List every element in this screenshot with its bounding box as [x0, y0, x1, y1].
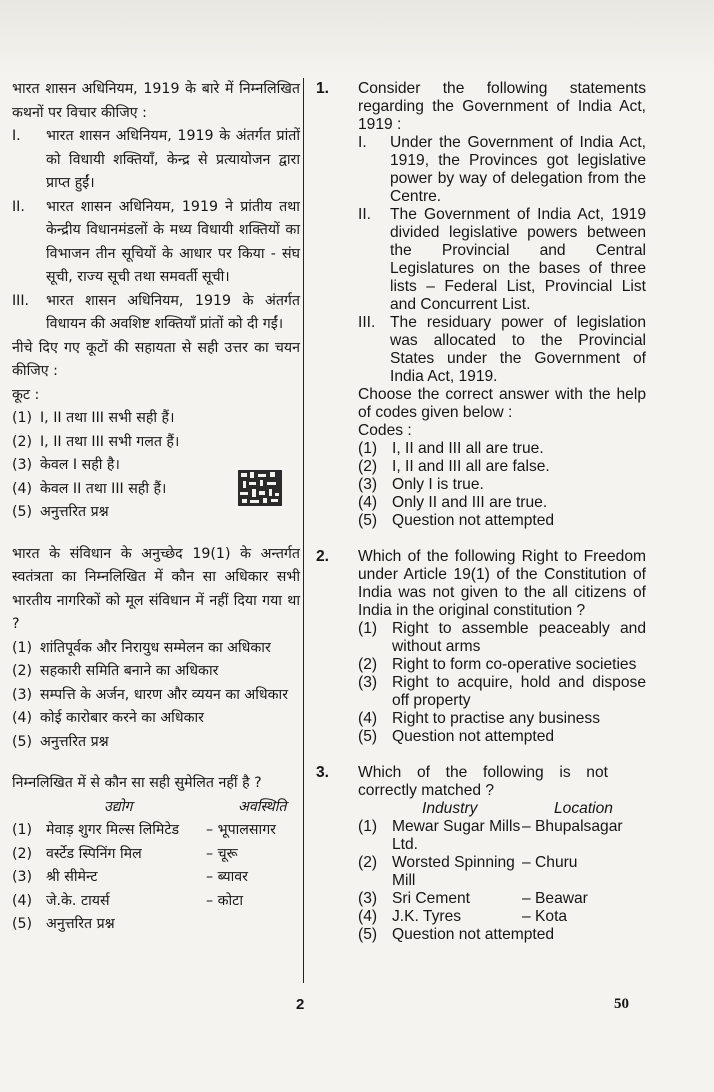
- statement: [12, 290, 300, 337]
- statement-text: Under the Government of India Act, 1919, the Provinces got legislative power by way of delegation from the Centre.: [390, 134, 646, 205]
- statement-text: The Government of India Act, 1919 divided legislative powers between the Provincial and Central Legislatures on the bases of three lists – Federal List, Provincial List and Concurrent List.: [390, 206, 646, 313]
- location-name: – चूरू: [206, 845, 238, 862]
- answer-option[interactable]: [358, 494, 646, 512]
- industry-name: मेवाड़ शुगर मिल्स लिमिटेड: [46, 822, 180, 838]
- question-stem: Which of the following is not correctly matched ?: [358, 764, 608, 799]
- column-divider: [303, 78, 304, 983]
- industry-name: जे.के. टायर्स: [46, 892, 110, 909]
- answer-option[interactable]: [358, 890, 646, 908]
- industry-name: Sri Cement: [392, 890, 470, 907]
- english-question-1: [316, 80, 646, 530]
- answer-option[interactable]: [12, 913, 300, 937]
- question-number: 2.: [316, 548, 330, 565]
- statement: [12, 125, 300, 196]
- statement-number: I.: [358, 134, 367, 151]
- statement-text: भारत शासन अधिनियम, 1919 के अंतर्गत विधायन की अवशिष्ट शक्तियाँ प्रांतों को दी गईं।: [46, 292, 300, 332]
- english-column: [316, 80, 646, 944]
- option-number: (3): [358, 890, 378, 907]
- industry-name: Worsted Spinning Mill: [392, 854, 515, 889]
- question-stem: निम्नलिखित में से कौन सा सही सुमेलित नहीं है ?: [12, 775, 262, 791]
- option-number: (1): [358, 620, 378, 637]
- statement-number: III.: [12, 292, 30, 309]
- qr-code-image: [238, 470, 282, 506]
- option-text: Right to practise any business: [392, 710, 601, 727]
- english-question-2: [316, 548, 646, 746]
- location-header: Location: [554, 800, 613, 817]
- page-number: 2: [296, 996, 305, 1013]
- answer-option[interactable]: [12, 684, 300, 708]
- location-name: – भूपालसागर: [206, 822, 276, 838]
- option-text: कोई कारोबार करने का अधिकार: [40, 710, 204, 726]
- question-number: 3.: [316, 764, 330, 781]
- location-name: – कोटा: [206, 892, 243, 909]
- statement: [358, 206, 646, 314]
- question-stem: भारत के संविधान के अनुच्छेद 19(1) के अन्तर्गत स्वतंत्रता का निम्नलिखित में कौन सा अधिकार सभी भारतीय नागरिकों को मूल संविधान में नहीं दिया गया था ?: [12, 545, 300, 632]
- page-top-bleed: [0, 0, 714, 75]
- option-number: (1): [12, 410, 33, 426]
- english-question-3: [316, 764, 646, 944]
- option-number: (5): [358, 728, 378, 745]
- option-text: Right to assemble peaceably and without arms: [392, 620, 646, 655]
- option-text: I, II तथा III सभी गलत हैं।: [40, 433, 180, 450]
- option-number: (5): [12, 504, 33, 520]
- option-number: (2): [12, 845, 33, 862]
- option-number: (2): [12, 663, 33, 679]
- option-number: (2): [12, 433, 33, 450]
- option-number: (4): [12, 480, 33, 497]
- option-text: Right to form co-operative societies: [392, 656, 637, 673]
- question-stem: भारत शासन अधिनियम, 1919 के बारे में निम्नलिखित कथनों पर विचार कीजिए :: [12, 81, 300, 121]
- location-name: – Beawar: [522, 890, 588, 907]
- question-stem: Consider the following statements regarding the Government of India Act, 1919 :: [358, 80, 646, 133]
- statement-number: II.: [12, 198, 25, 215]
- answer-option[interactable]: [12, 890, 300, 914]
- codes-label: कूट :: [12, 386, 40, 403]
- answer-option[interactable]: [358, 620, 646, 656]
- codes-label: Codes :: [358, 422, 412, 439]
- industry-header: Industry: [422, 800, 478, 817]
- answer-option[interactable]: [358, 926, 646, 944]
- option-number: (4): [12, 710, 33, 726]
- option-number: (3): [12, 869, 33, 885]
- statement-text: The residuary power of legislation was allocated to the Provincial States under the Government of India Act, 1919.: [390, 314, 646, 385]
- answer-option[interactable]: [358, 674, 646, 710]
- statement-text: भारत शासन अधिनियम, 1919 के अंतर्गत प्रांतों को विधायी शक्तियाँ, केन्द्र से प्रत्यायोजन द्वारा प्राप्त हुईं।: [46, 128, 300, 191]
- answer-option[interactable]: [12, 407, 300, 431]
- option-text: Question not attempted: [392, 728, 555, 745]
- option-number: (1): [12, 822, 33, 838]
- option-text: शांतिपूर्वक और निरायुध सम्मेलन का अधिकार: [40, 639, 271, 656]
- option-text: Only I is true.: [392, 476, 484, 493]
- option-text: I, II तथा III सभी सही हैं।: [40, 410, 175, 426]
- location-name: – Bhupalsagar: [522, 818, 623, 835]
- location-header: अवस्थिति: [238, 798, 287, 815]
- answer-option[interactable]: [358, 440, 646, 458]
- option-number: (4): [358, 494, 378, 511]
- option-text: अनुत्तरित प्रश्न: [40, 504, 109, 520]
- option-number: (2): [358, 656, 378, 673]
- option-number: (4): [358, 908, 378, 925]
- option-text: Question not attempted: [392, 512, 555, 529]
- option-text: I, II and III all are true.: [392, 440, 544, 457]
- industry-name: Mewar Sugar Mills Ltd.: [392, 818, 521, 853]
- statement-text: भारत शासन अधिनियम, 1919 ने प्रांतीय तथा केन्द्रीय विधानमंडलों के मध्य विधायी शक्तियों का विभाजन तीन सूचियों के आधार पर किया - संघ सूची, राज्य सूची तथा समवर्ती सूची।: [46, 198, 300, 285]
- option-text: केवल I सही है।: [40, 457, 120, 473]
- option-text: I, II and III all are false.: [392, 458, 550, 475]
- statement: [358, 314, 646, 386]
- industry-name: वर्स्टेड स्पिनिंग मिल: [46, 845, 142, 862]
- option-number: (3): [358, 674, 378, 691]
- question-stem: Which of the following Right to Freedom under Article 19(1) of the Constitution of India was not given to the all citizens of India in the original constitution ?: [358, 548, 646, 619]
- answer-option[interactable]: [358, 728, 646, 746]
- option-number: (5): [358, 926, 378, 943]
- location-name: – Kota: [522, 908, 568, 925]
- statement-number: II.: [358, 206, 371, 223]
- instruction: Choose the correct answer with the help of codes given below :: [358, 386, 646, 421]
- instruction: नीचे दिए गए कूटों की सहायता से सही उत्तर का चयन कीजिए :: [12, 339, 300, 379]
- answer-option[interactable]: [358, 656, 646, 674]
- hindi-question-2: [12, 543, 300, 755]
- industry-header: उद्योग: [104, 798, 133, 815]
- option-text: अनुत्तरित प्रश्न: [40, 733, 109, 750]
- answer-option[interactable]: [12, 843, 300, 867]
- match-header: [380, 800, 646, 818]
- answer-option[interactable]: [12, 731, 300, 755]
- option-number: (4): [358, 710, 378, 727]
- statement: [358, 134, 646, 206]
- option-number: (3): [12, 457, 33, 473]
- statement-number: I.: [12, 128, 21, 144]
- option-number: (3): [358, 476, 378, 493]
- option-number: (1): [358, 440, 378, 457]
- hindi-question-3: [12, 772, 300, 937]
- answer-option[interactable]: [12, 819, 300, 843]
- option-number: (1): [12, 639, 33, 656]
- option-text: Right to acquire, hold and dispose off property: [392, 674, 646, 709]
- option-text: सहकारी समिति बनाने का अधिकार: [40, 663, 219, 679]
- industry-name: J.K. Tyres: [392, 908, 462, 925]
- answer-option[interactable]: [358, 710, 646, 728]
- option-text: Question not attempted: [392, 926, 555, 943]
- option-number: (2): [358, 854, 378, 871]
- question-number: 1.: [316, 80, 330, 97]
- booklet-number: 50: [614, 996, 629, 1012]
- answer-option[interactable]: [12, 866, 300, 890]
- location-name: – Churu: [522, 854, 578, 871]
- answer-option[interactable]: [358, 458, 646, 476]
- answer-option[interactable]: [358, 908, 646, 926]
- option-number: (5): [12, 916, 33, 932]
- option-number: (1): [358, 818, 378, 835]
- answer-option[interactable]: [358, 476, 646, 494]
- answer-option[interactable]: [358, 854, 646, 890]
- answer-option[interactable]: [12, 707, 300, 731]
- option-text: अनुत्तरित प्रश्न: [46, 916, 115, 932]
- option-number: (5): [358, 512, 378, 529]
- answer-option[interactable]: [358, 512, 646, 530]
- option-number: (4): [12, 892, 33, 909]
- answer-option[interactable]: [12, 431, 300, 455]
- option-number: (2): [358, 458, 378, 475]
- industry-name: श्री सीमेन्ट: [46, 869, 98, 885]
- statement-number: III.: [358, 314, 376, 331]
- answer-option[interactable]: [358, 818, 646, 854]
- option-number: (5): [12, 733, 33, 750]
- match-header: [12, 796, 300, 820]
- answer-option[interactable]: [12, 637, 300, 661]
- statement: [12, 196, 300, 290]
- option-number: (3): [12, 686, 33, 703]
- option-text: Only II and III are true.: [392, 494, 548, 511]
- hindi-question-1: [12, 78, 300, 525]
- location-name: – ब्यावर: [206, 869, 248, 885]
- option-text: केवल II तथा III सही हैं।: [40, 480, 167, 497]
- option-text: सम्पत्ति के अर्जन, धारण और व्ययन का अधिकार: [40, 686, 289, 703]
- hindi-column: [12, 78, 300, 955]
- answer-option[interactable]: [12, 660, 300, 684]
